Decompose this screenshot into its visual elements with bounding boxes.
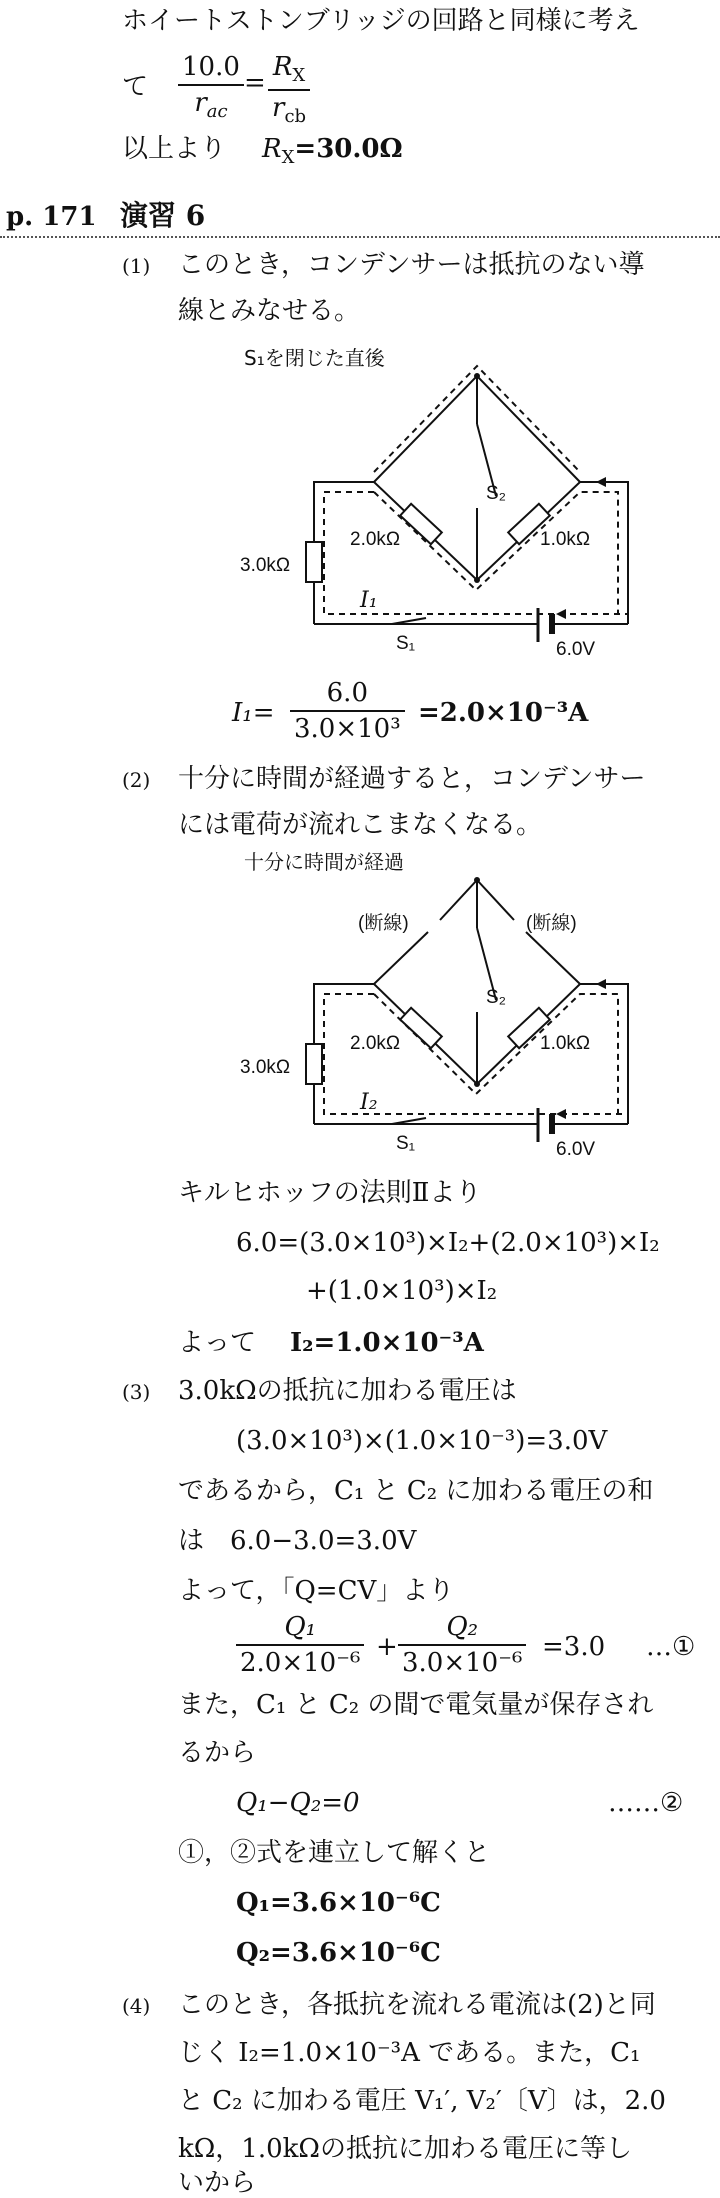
frac-numerator: Q₁ (284, 1612, 317, 1642)
q3-text-line5: また，C₁ と C₂ の間で電気量が保存され (178, 1690, 654, 1720)
fraction-bar (290, 710, 405, 712)
label-r-left-2: 3.0kΩ (240, 1057, 291, 1078)
circuit1-battery (392, 373, 606, 642)
q3-text-line4: よって，「Q=CV」より (178, 1576, 455, 1606)
label-r-left: 3.0kΩ (240, 555, 291, 576)
label-switch2: S₂ (486, 483, 507, 504)
q3-answer-q1: Q₁=3.6×10⁻⁶C (236, 1888, 441, 1918)
equation-mark-1: …① (646, 1632, 696, 1662)
q3-eq2: Q₁−Q₂=0 (236, 1788, 360, 1818)
q2-result: I₂=1.0×10⁻³A (290, 1328, 484, 1358)
intro-conclusion-prefix: 以上より (122, 134, 227, 164)
frac-denominator: 3.0×10⁻⁶ (402, 1648, 523, 1678)
page-number: p. 171 (6, 202, 97, 232)
label-switch1: S₁ (396, 633, 416, 654)
q4-text-line5: いから (178, 2168, 257, 2198)
intro-line1: ホイートストンブリッジの回路と同様に考え (122, 6, 640, 36)
frac-denominator: $r_{cb}$ (272, 93, 307, 128)
current-arrow-2 (596, 477, 606, 487)
wire-right (580, 482, 628, 624)
q1-eq-result: =2.0×10⁻³A (418, 698, 589, 728)
frac-denominator: 2.0×10⁻⁶ (240, 1648, 361, 1678)
frac-denominator: 3.0×10³ (294, 714, 401, 744)
q1-eq-lhs: I₁= (232, 698, 275, 728)
label-r-mid-2: 2.0kΩ (350, 1033, 401, 1054)
q1-text-line1: このとき，コンデンサーは抵抗のない導 (178, 250, 645, 280)
resistor-3k (306, 542, 322, 582)
q2-eq-line2: +(1.0×10³)×I₂ (306, 1276, 498, 1306)
frac-denominator: $r_{ac}$ (194, 88, 228, 123)
label-r-mid: 2.0kΩ (350, 529, 401, 550)
q1-text-line2: 線とみなせる。 (178, 296, 361, 326)
q4-text-line2: じく I₂=1.0×10⁻³A である。また，C₁ (178, 2038, 641, 2068)
question-number-2: (2) (122, 768, 151, 792)
q2-text-line2: には電荷が流れこまなくなる。 (178, 810, 543, 840)
circuit-diagram-1 (314, 366, 628, 624)
q2-kirchhoff: キルヒホッフの法則Ⅱより (178, 1178, 482, 1208)
q3-eq-rhs: =3.0 (542, 1632, 606, 1662)
open-branch-left (374, 932, 428, 984)
equation-mark-2: ……② (608, 1788, 684, 1818)
q2-text-line1: 十分に時間が経過すると，コンデンサー (178, 764, 646, 794)
q3-text-line7: ①，②式を連立して解くと (178, 1838, 491, 1868)
label-switch2-2: S₂ (486, 987, 507, 1008)
q2-eq-line1: 6.0=(3.0×10³)×I₂+(2.0×10³)×I₂ (236, 1228, 660, 1258)
question-number-1: (1) (122, 254, 151, 278)
q2-result-prefix: よって (178, 1328, 257, 1358)
open-branch-right (526, 932, 580, 984)
fraction-bar (398, 1644, 526, 1646)
q3-answer-q2: Q₂=3.6×10⁻⁶C (236, 1938, 441, 1968)
label-current-2: I₂ (360, 1090, 378, 1115)
frac-numerator: $R_X$ (272, 52, 306, 87)
circuit1-components (306, 504, 550, 582)
label-switch1-2: S₁ (396, 1133, 416, 1154)
frac-numerator: 10.0 (182, 52, 240, 82)
label-r-right: 1.0kΩ (540, 529, 591, 550)
wire-diamond-top-right (477, 376, 580, 482)
label-open-left: (断線) (358, 913, 409, 934)
frac-numerator: Q₂ (446, 1612, 479, 1642)
question-number-4: (4) (122, 1994, 151, 2018)
q3-fraction-2 (398, 1614, 526, 1676)
q3-text-line2: であるから，C₁ と C₂ に加わる電圧の和 (178, 1476, 654, 1506)
q4-text-line3: と C₂ に加わる電圧 V₁′, V₂′〔V〕は，2.0 (178, 2086, 666, 2116)
diagram2-title: 十分に時間が経過 (244, 850, 404, 874)
equals-sign: = (244, 68, 266, 98)
current-arrow-1 (556, 609, 566, 619)
intro-te: て (122, 72, 149, 102)
label-current: I₁ (360, 588, 378, 613)
q4-text-line1: このとき，各抵抗を流れる電流は(2)と同 (178, 1990, 656, 2020)
diagram1-title: S₁を閉じた直後 (244, 346, 385, 370)
wire-diamond-top-left (374, 376, 477, 482)
section-title: 演習 6 (120, 199, 206, 232)
q3-eq1: (3.0×10³)×(1.0×10⁻³)=3.0V (236, 1426, 608, 1456)
q3-text-line6: るから (178, 1738, 257, 1768)
frac-numerator: 6.0 (326, 678, 368, 708)
label-r-right-2: 1.0kΩ (540, 1033, 591, 1054)
label-battery: 6.0V (556, 639, 596, 660)
q3-text-line3: は 6.0−3.0=3.0V (178, 1526, 417, 1556)
question-number-3: (3) (122, 1380, 151, 1404)
label-open-right: (断線) (526, 913, 577, 934)
label-battery-2: 6.0V (556, 1139, 596, 1160)
q3-text-line1: 3.0kΩの抵抗に加わる電圧は (178, 1376, 517, 1406)
q1-fraction (290, 680, 405, 742)
q4-text-line4: kΩ，1.0kΩの抵抗に加わる電圧に等し (178, 2134, 632, 2164)
plus-sign: + (376, 1632, 398, 1662)
fraction-bar (236, 1644, 364, 1646)
q3-fraction-1 (236, 1614, 364, 1676)
rx-result: $R_X=30.0\Omega$ (262, 134, 403, 169)
